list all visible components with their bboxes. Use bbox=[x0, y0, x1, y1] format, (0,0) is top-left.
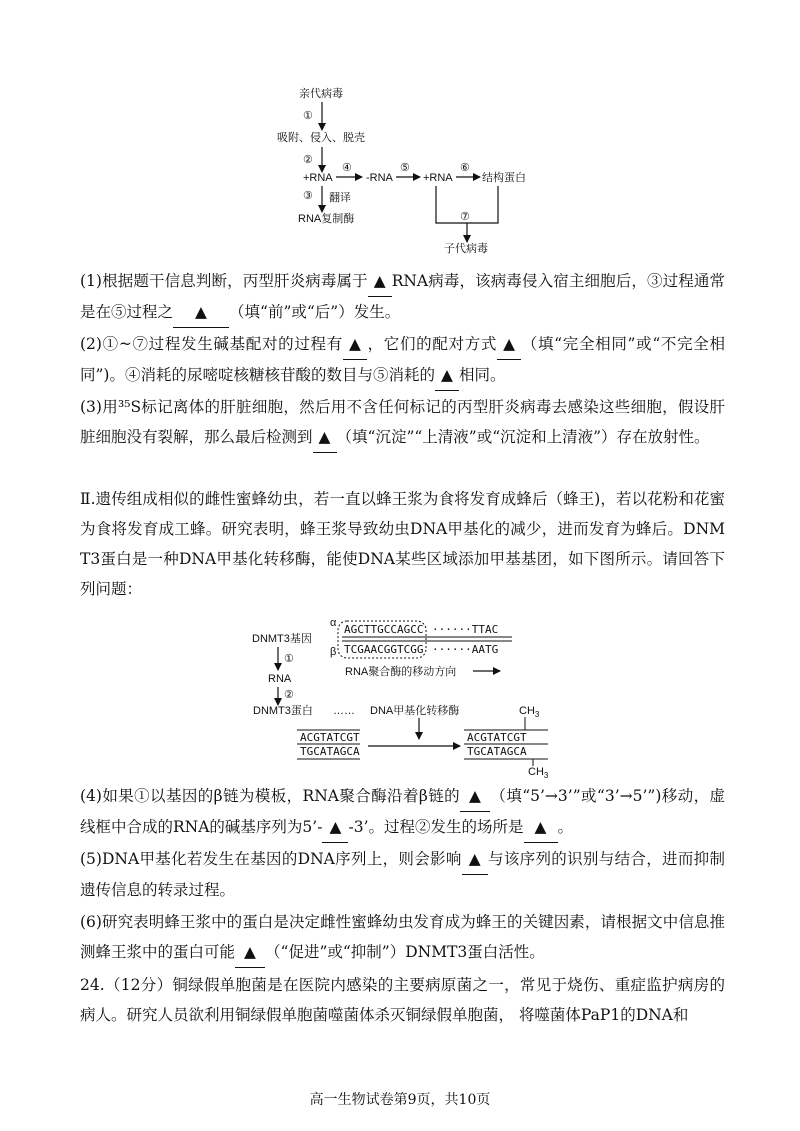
dna-right-bottom-seq: TGCATAGCA bbox=[467, 745, 527, 758]
alpha-strand-seq: AGCTTGCCAGCC bbox=[344, 623, 424, 636]
question-5: (5)DNA甲基化若发生在基因的DNA序列上，则会影响 ▲ 与该序列的识别与结合，进而抑制遗传信息的转录过程。 bbox=[80, 844, 725, 905]
dna-left-top-seq: ACGTATCGT bbox=[300, 731, 360, 744]
plus-rna2-label: +RNA bbox=[423, 172, 453, 184]
answer-blank[interactable]: ▲ bbox=[173, 297, 229, 328]
ellipsis: …… bbox=[333, 705, 355, 717]
enzyme-label: DNA甲基化转移酶 bbox=[370, 705, 460, 717]
answer-blank[interactable]: ▲ bbox=[235, 937, 265, 968]
answer-blank[interactable]: ▲ bbox=[343, 329, 367, 360]
ch3-bottom-label: $CH_3$ bbox=[528, 766, 549, 780]
dna-right-top-seq: ACGTATCGT bbox=[467, 731, 527, 744]
question-4: (4)如果①以基因的β链为模板，RNA聚合酶沿着β链的 ▲ （填“5’→3’”或“3’→5’”)移动，虚线框中合成的RNA的碱基序列为5’- ▲ -3’。过程②发生的场所是 ▲ 。 bbox=[80, 781, 725, 843]
rna-replicase-label: RNA复制酶 bbox=[298, 213, 355, 225]
answer-blank[interactable]: ▲ bbox=[435, 360, 459, 391]
beta-strand-tail: ······AATG bbox=[432, 643, 499, 656]
step7-label: ⑦ bbox=[460, 211, 470, 223]
question-24-intro: 24.（12分）铜绿假单胞菌是在医院内感染的主要病原菌之一，常见于烧伤、重症监护病房的病人。研究人员欲利用铜绿假单胞菌噬菌体杀灭铜绿假单胞菌， 将噬菌体PaP1的DNA和 bbox=[80, 976, 725, 1024]
beta-label: β bbox=[330, 646, 337, 658]
translate-label: 翻译 bbox=[329, 192, 351, 204]
section-2-intro: Ⅱ.遗传组成相似的雌性蜜蜂幼虫，若一直以蜂王浆为食将发育成蜂后（蜂王)，若以花粉和花蜜为食将发育成工蜂。研究表明，蜂王浆导致幼虫DNA甲基化的减少，进而发育为蜂后。DNMT3蛋白是一种DNA甲基化转移酶，能使DNA某些区域添加甲基基团，如下图所示。请回答下列问题： bbox=[80, 490, 725, 598]
rnap-direction-label: RNA聚合酶的移动方向 bbox=[345, 666, 457, 678]
ch3-top-label: $CH_3$ bbox=[519, 705, 540, 719]
answer-blank[interactable]: ▲ bbox=[368, 266, 392, 297]
step6-label: ⑥ bbox=[460, 162, 470, 174]
question-3: (3)用³⁵S标记离体的肝脏细胞，然后用不含任何标记的丙型肝炎病毒去感染这些细胞，假设肝脏细胞没有裂解，那么最后检测到 ▲ （填“沉淀”“上清液”或“沉淀和上清液”）存在放射性。 bbox=[80, 392, 725, 453]
virus-replication-diagram bbox=[0, 0, 800, 260]
dnmt3-gene-label: DNMT3基因 bbox=[252, 633, 312, 645]
rna-label: RNA bbox=[268, 673, 292, 685]
question-1: (1)根据题干信息判断，丙型肝炎病毒属于 ▲ RNA病毒，该病毒侵入宿主细胞后，③过程通常是在⑤过程之 ▲ （填“前”或“后”）发生。 bbox=[80, 266, 725, 328]
page-footer: 高一生物试卷第9页，共10页 bbox=[309, 1092, 491, 1108]
adsorb-label: 吸附、侵入、脱壳 bbox=[277, 132, 365, 144]
step4-label: ④ bbox=[342, 162, 352, 174]
question-6: (6)研究表明蜂王浆中的蛋白是决定雌性蜜蜂幼虫发育成为蜂王的关键因素，请根据文中信息推测蜂王浆中的蛋白可能 ▲ （“促进”或“抑制”）DNMT3蛋白活性。 bbox=[80, 907, 725, 968]
answer-blank[interactable]: ▲ bbox=[497, 329, 521, 360]
methylation-diagram bbox=[0, 610, 800, 780]
alpha-strand-tail: ······TTAC bbox=[432, 623, 499, 636]
answer-blank[interactable]: ▲ bbox=[524, 812, 558, 843]
alpha-label: α bbox=[330, 617, 337, 629]
step3-label: ③ bbox=[303, 190, 313, 202]
answer-blank[interactable]: ▲ bbox=[460, 781, 490, 812]
minus-rna-label: -RNA bbox=[366, 172, 393, 184]
plus-rna-label: +RNA bbox=[303, 172, 333, 184]
beta-strand-seq: TCGAACGGTCGG bbox=[344, 643, 424, 656]
answer-blank[interactable]: ▲ bbox=[322, 812, 348, 843]
step2-label: ② bbox=[303, 154, 313, 166]
dna-left-bottom-seq: TGCATAGCA bbox=[300, 745, 360, 758]
step1-label: ① bbox=[303, 110, 313, 122]
struct-protein-label: 结构蛋白 bbox=[482, 172, 526, 184]
parent-virus-label: 亲代病毒 bbox=[299, 88, 343, 100]
answer-blank[interactable]: ▲ bbox=[462, 844, 488, 875]
offspring-virus-label: 子代病毒 bbox=[444, 243, 488, 255]
answer-blank[interactable]: ▲ bbox=[313, 422, 337, 453]
step1-label: ① bbox=[284, 653, 294, 665]
dnmt3-protein-label: DNMT3蛋白 bbox=[253, 705, 313, 717]
step5-label: ⑤ bbox=[400, 162, 410, 174]
step2-label: ② bbox=[284, 689, 294, 701]
question-2: (2)①~⑦过程发生碱基配对的过程有 ▲ ，它们的配对方式 ▲ （填“完全相同”或“不完全相同”)。④消耗的尿嘧啶核糖核苷酸的数目与⑤消耗的 ▲ 相同。 bbox=[80, 329, 725, 391]
